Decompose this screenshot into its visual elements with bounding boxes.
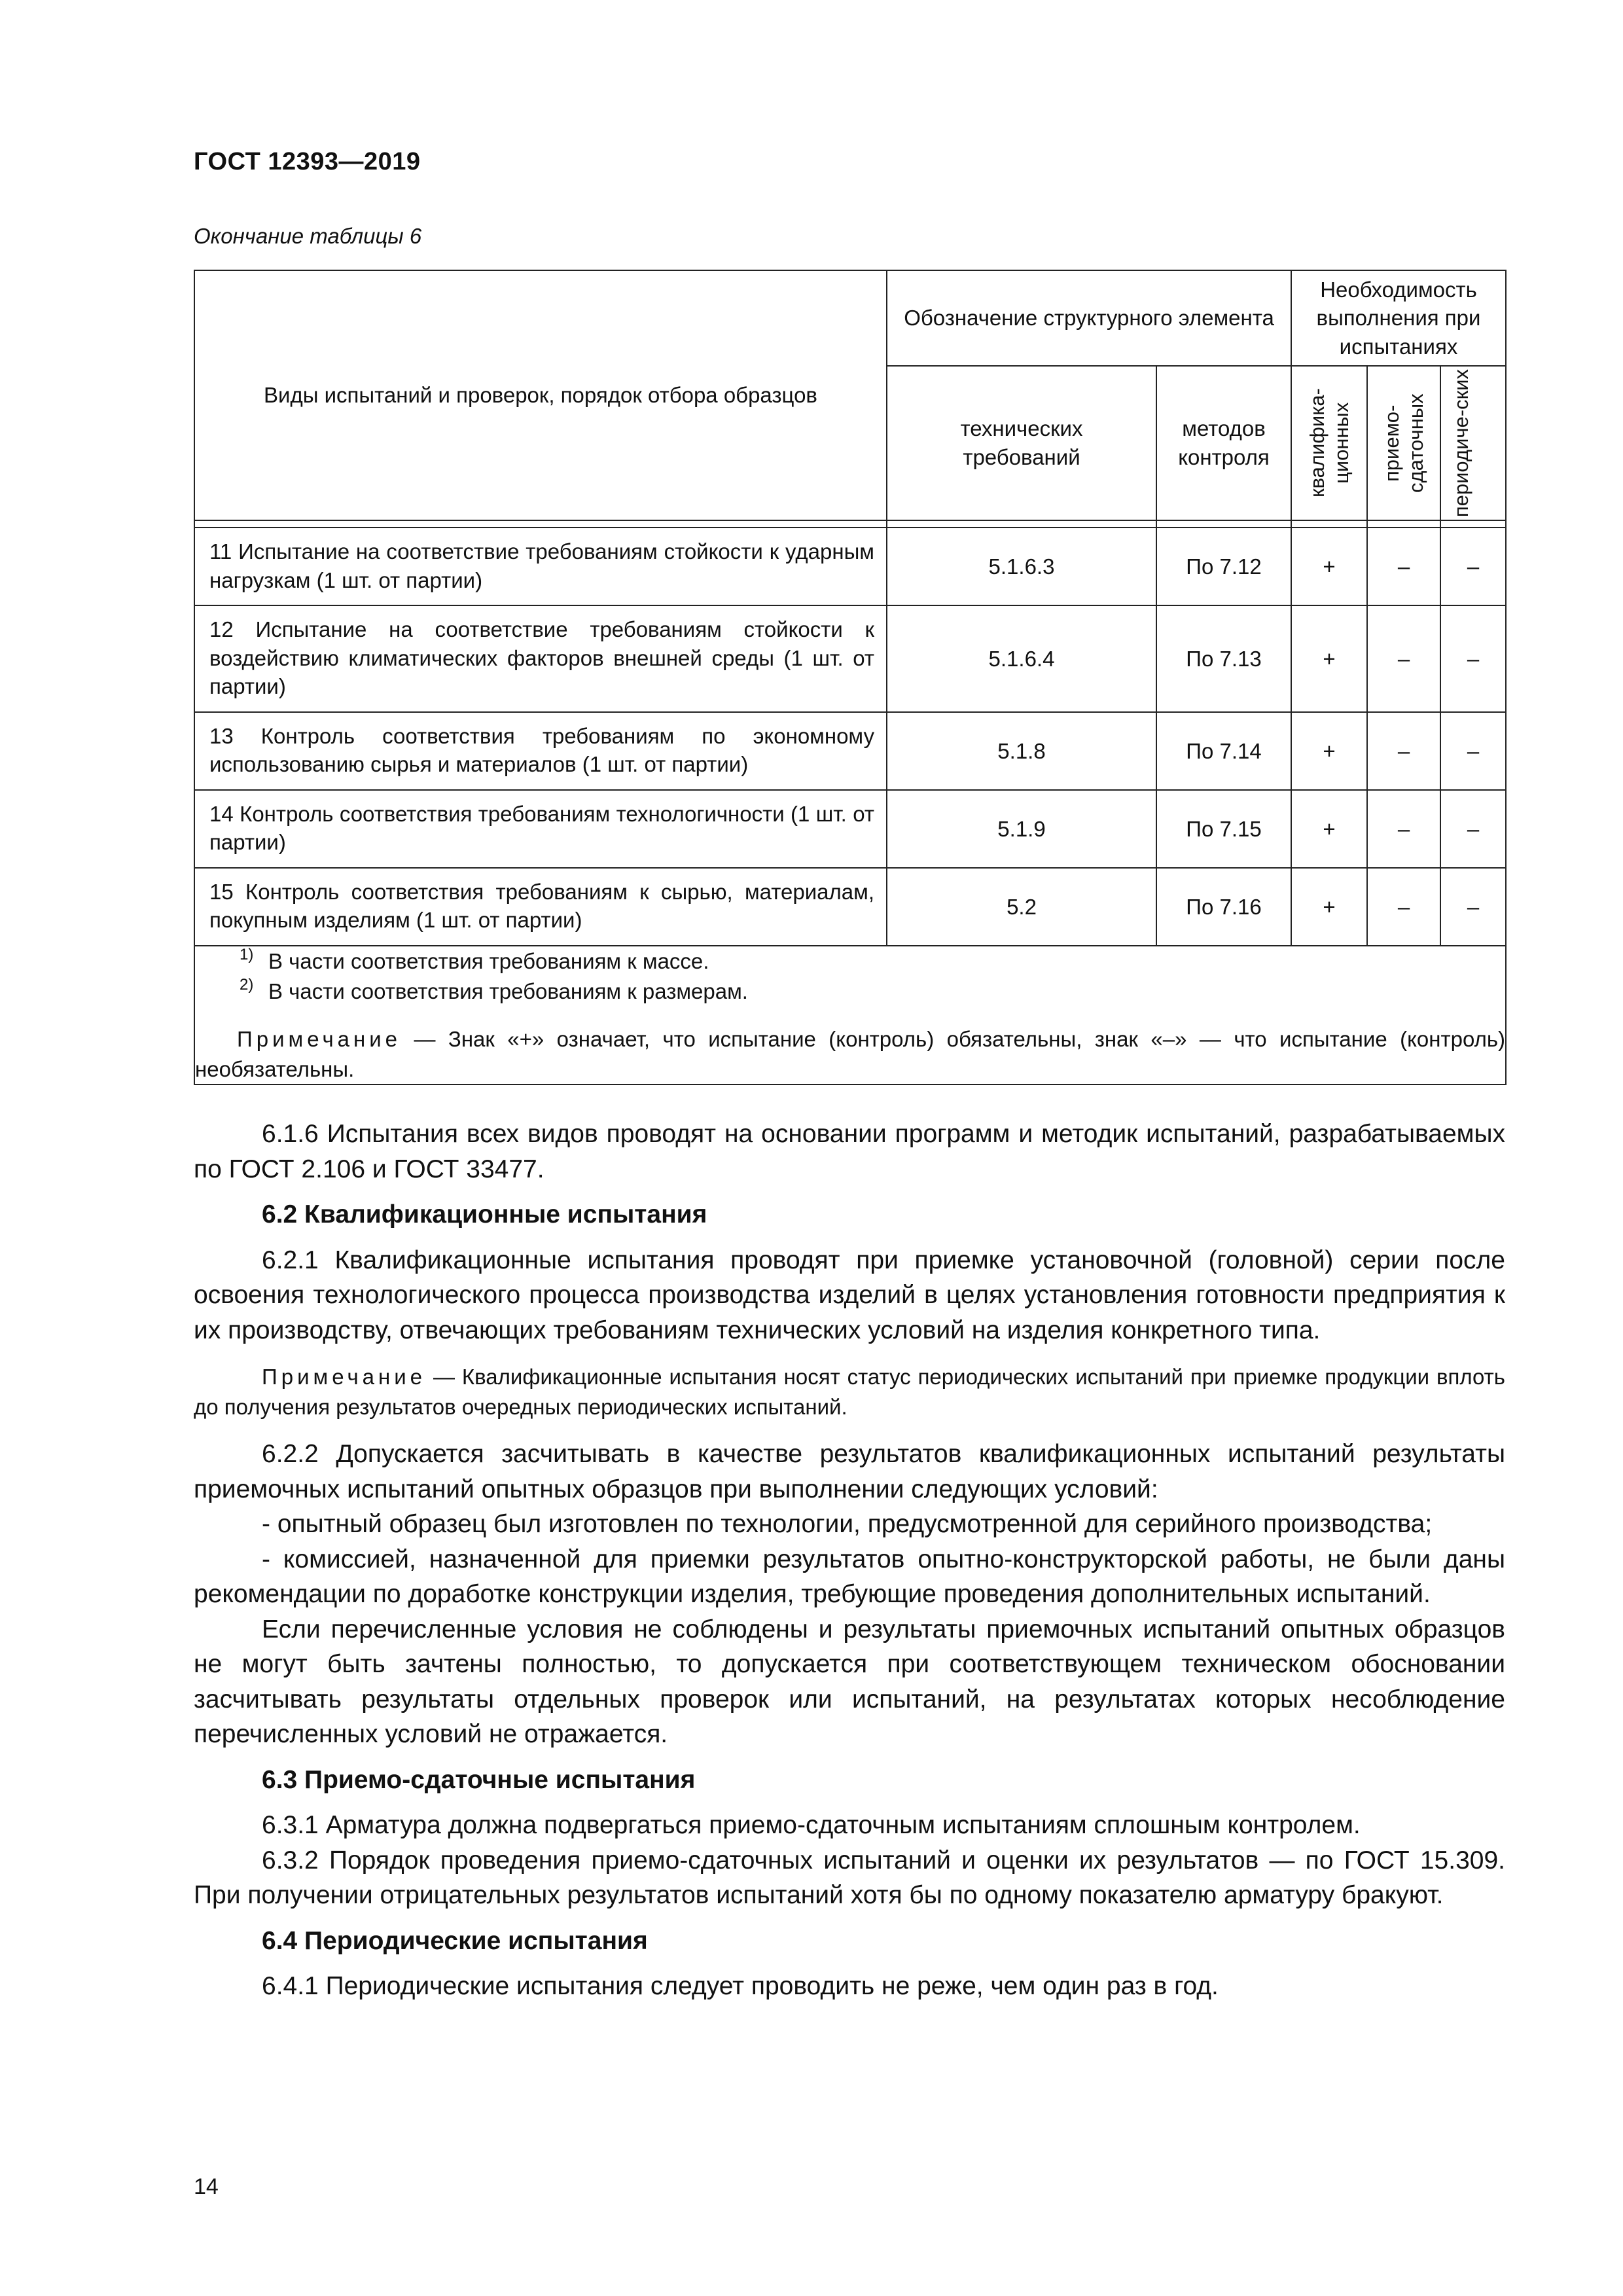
row-test-name: 14 Контроль соответствия требованиям технологичности (1 шт. от партии): [194, 790, 887, 868]
row-qualification-mark: +: [1291, 528, 1367, 605]
header-periodic: [1440, 366, 1506, 520]
row-method-ref: По 7.12: [1156, 528, 1291, 605]
row-qualification-mark: +: [1291, 790, 1367, 868]
row-tech-ref: 5.1.6.3: [887, 528, 1156, 605]
table-row: [194, 528, 1506, 605]
footnote-2-text: В части соответствия требованиям к размерам.: [268, 978, 748, 1003]
row-periodic-mark: –: [1440, 528, 1506, 605]
row-qualification-mark: +: [1291, 712, 1367, 790]
header-tech-requirements: технических требований: [887, 366, 1156, 520]
condition-2: - комиссией, назначенной для приемки результатов опытно-конструкторской работы, не были даны рекомендации по доработке конструкции изделия, требующие проведения дополнительных испытаний.: [194, 1545, 1505, 1608]
heading-6-3: 6.3 Приемо-сдаточные испытания: [262, 1765, 696, 1794]
table-note-label: Примечание: [237, 1027, 402, 1052]
row-test-name: 15 Контроль соответствия требованиям к сырью, материалам, покупным изделиям (1 шт. от партии): [194, 868, 887, 946]
paragraph-6-2-2: 6.2.2 Допускается засчитывать в качестве результатов квалификационных испытаний результаты приемочных испытаний опытных образцов при выполнении следующих условий:: [194, 1440, 1505, 1503]
note-6-2-1: [194, 1362, 1505, 1422]
row-method-ref: По 7.16: [1156, 868, 1291, 946]
row-acceptance-mark: –: [1367, 605, 1440, 712]
row-periodic-mark: –: [1440, 868, 1506, 946]
row-acceptance-mark: –: [1367, 528, 1440, 605]
table-row: [194, 868, 1506, 946]
row-tech-ref: 5.1.6.4: [887, 605, 1156, 712]
table-row: [194, 712, 1506, 790]
table-row: [194, 790, 1506, 868]
row-tech-ref: 5.2: [887, 868, 1156, 946]
table-caption: Окончание таблицы 6: [194, 224, 422, 248]
row-method-ref: По 7.14: [1156, 712, 1291, 790]
row-acceptance-mark: –: [1367, 868, 1440, 946]
row-method-ref: По 7.15: [1156, 790, 1291, 868]
row-qualification-mark: +: [1291, 605, 1367, 712]
row-acceptance-mark: –: [1367, 712, 1440, 790]
row-method-ref: По 7.13: [1156, 605, 1291, 712]
header-control-methods: методов контроля: [1156, 366, 1291, 520]
paragraph-6-3-2: 6.3.2 Порядок проведения приемо-сдаточных испытаний и оценки их результатов — по ГОСТ 15.309. При получении отрицательных результатов испытаний хотя бы по одному показателю арматуру бракуют.: [194, 1846, 1505, 1909]
paragraph-6-3-1: 6.3.1 Арматура должна подвергаться приемо-сдаточным испытаниям сплошным контролем.: [262, 1811, 1361, 1839]
paragraph-6-4-1: 6.4.1 Периодические испытания следует проводить не реже, чем один раз в год.: [262, 1972, 1219, 2000]
footnote-1-text: В части соответствия требованиям к массе.: [268, 949, 709, 974]
table-6: [194, 270, 1507, 1085]
document-id: ГОСТ 12393—2019: [194, 148, 421, 175]
row-periodic-mark: –: [1440, 790, 1506, 868]
footnote-1: [195, 946, 1505, 977]
header-test-types: Виды испытаний и проверок, порядок отбора образцов: [194, 270, 887, 520]
row-test-name: 11 Испытание на соответствие требованиям стойкости к ударным нагрузкам (1 шт. от партии): [194, 528, 887, 605]
page-number: 14: [194, 2174, 219, 2199]
table-note-text: — Знак «+» означает, что испытание (контроль) обязательны, знак «–» — что испытание (контроль) необязательны.: [195, 1027, 1506, 1081]
body-text: [194, 1117, 1505, 2004]
note-6-2-1-text: — Квалификационные испытания носят статус периодических испытаний при приемке продукции вплоть до получения результатов очередных периодических испытаний.: [194, 1365, 1505, 1419]
note-6-2-1-label: Примечание: [262, 1365, 427, 1389]
condition-1: - опытный образец был изготовлен по технологии, предусмотренной для серийного производства;: [262, 1510, 1433, 1538]
row-qualification-mark: +: [1291, 868, 1367, 946]
header-acceptance-label: приемо-сдаточных: [1380, 393, 1428, 493]
table-footer: [194, 946, 1506, 1085]
paragraph-6-2-1: 6.2.1 Квалификационные испытания проводят при приемке установочной (головной) серии после освоения технологического процесса производства изделий в целях установления готовности предприятия к их производству, отвечающих требованиям технических условий на изделия конкретного типа.: [194, 1246, 1505, 1344]
table-note: [195, 1024, 1505, 1084]
row-periodic-mark: –: [1440, 605, 1506, 712]
footnote-1-mark: 1): [240, 946, 254, 964]
table-row: [194, 605, 1506, 712]
row-acceptance-mark: –: [1367, 790, 1440, 868]
header-designation: Обозначение структурного элемента: [887, 270, 1291, 366]
header-acceptance: [1367, 366, 1440, 520]
paragraph-conditions-not-met: Если перечисленные условия не соблюдены и результаты приемочных испытаний опытных образцов не могут быть зачтены полностью, то допускается при соответствующем техническом обосновании засчитывать результаты отдельных проверок или испытаний, на результатах которых несоблюдение перечисленных условий не отражается.: [194, 1615, 1505, 1748]
footnote-2: [195, 977, 1505, 1007]
row-test-name: 13 Контроль соответствия требованиям по экономному использованию сырья и материалов (1 шт. от партии): [194, 712, 887, 790]
footnote-2-mark: 2): [240, 975, 254, 994]
row-tech-ref: 5.1.8: [887, 712, 1156, 790]
row-test-name: 12 Испытание на соответствие требованиям стойкости к воздействию климатических факторов внешней среды (1 шт. от партии): [194, 605, 887, 712]
heading-6-2: 6.2 Квалификационные испытания: [262, 1200, 707, 1229]
header-necessity: Необходимость выполнения при испытаниях: [1291, 270, 1506, 366]
row-periodic-mark: –: [1440, 712, 1506, 790]
row-tech-ref: 5.1.9: [887, 790, 1156, 868]
header-gap: [194, 520, 1506, 528]
header-qualification-label: квалифика-ционных: [1306, 388, 1353, 498]
header-periodic-label: периодиче-ских: [1450, 368, 1472, 518]
paragraph-6-1-6: 6.1.6 Испытания всех видов проводят на основании программ и методик испытаний, разрабатываемых по ГОСТ 2.106 и ГОСТ 33477.: [194, 1120, 1505, 1183]
header-qualification: [1291, 366, 1367, 520]
heading-6-4: 6.4 Периодические испытания: [262, 1926, 648, 1955]
